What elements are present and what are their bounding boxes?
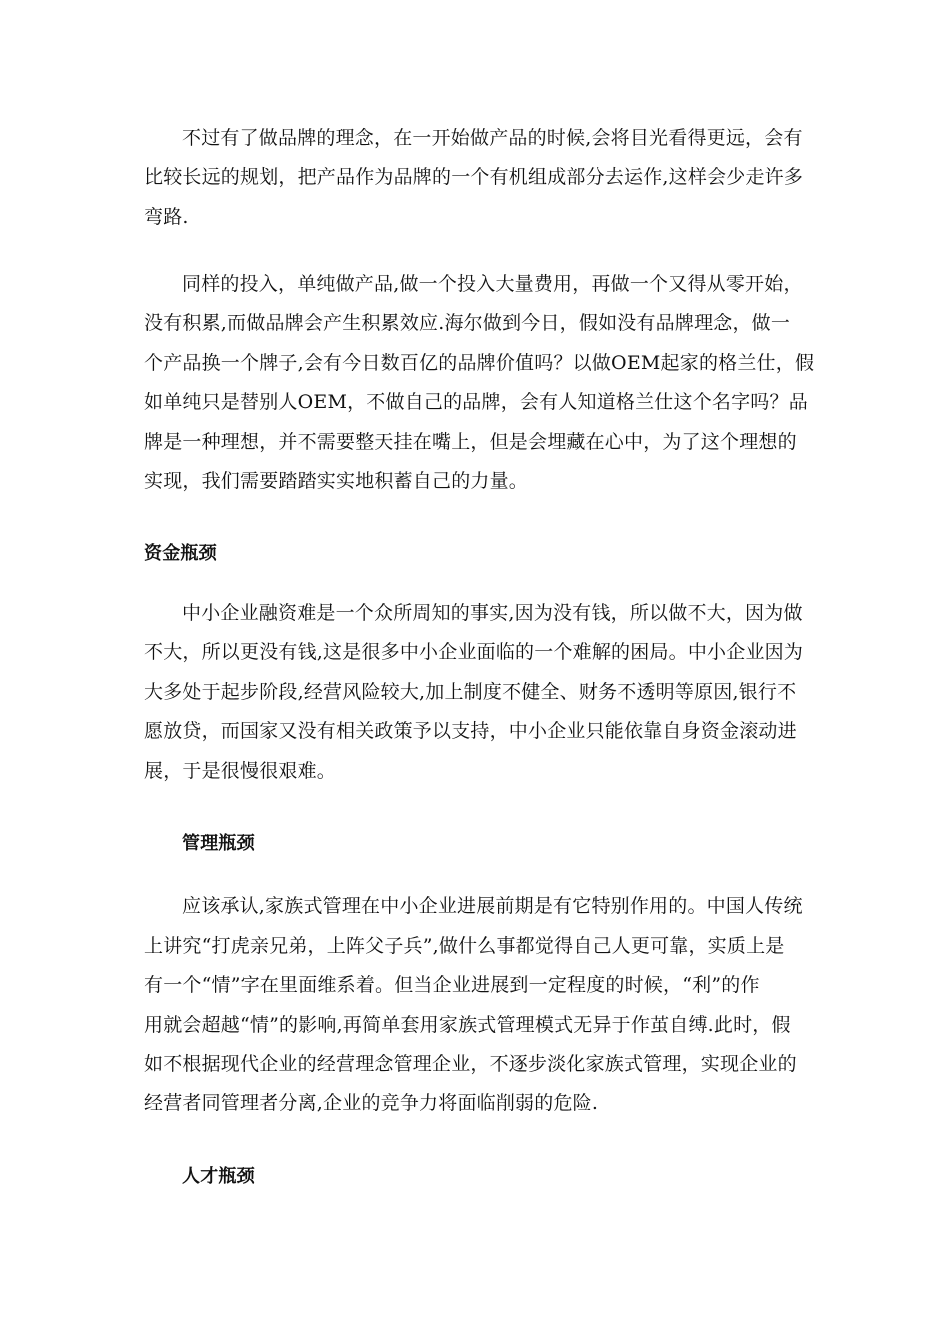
paragraph-1-line-3: 弯路.	[144, 206, 189, 228]
section-heading-management: 管理瓶颈	[182, 833, 255, 854]
paragraph-1-line-2: 比较长远的规划，把产品作为品牌的一个有机组成部分去运作,这样会少走许多	[144, 166, 804, 188]
paragraph-4-line-5: 如不根据现代企业的经营理念管理企业，不逐步淡化家族式管理，实现企业的	[144, 1053, 797, 1075]
paragraph-4-line-6: 经营者同管理者分离,企业的竞争力将面临削弱的危险.	[144, 1092, 599, 1114]
paragraph-4-line-1: 应该承认,家族式管理在中小企业进展前期是有它特别作用的。中国人传统	[182, 895, 803, 917]
paragraph-3-line-5: 展，于是很慢很艰难。	[144, 760, 337, 782]
paragraph-2-line-1: 同样的投入，单纯做产品,做一个投入大量费用，再做一个又得从零开始，	[182, 273, 803, 295]
paragraph-3-line-3: 大多处于起步阶段,经营风险较大,加上制度不健全、财务不透明等原因,银行不	[144, 681, 797, 703]
paragraph-4-line-4: 用就会超越“情”的影响,再简单套用家族式管理模式无异于作茧自缚.此时，假	[144, 1014, 791, 1036]
paragraph-1-line-1: 不过有了做品牌的理念，在一开始做产品的时候,会将目光看得更远，会有	[182, 127, 803, 149]
paragraph-3-line-2: 不大，所以更没有钱,这是很多中小企业面临的一个难解的困局。中小企业因为	[144, 641, 804, 663]
paragraph-4-line-3: 有一个“情”字在里面维系着。但当企业进展到一定程度的时候，“利”的作	[144, 974, 760, 996]
section-heading-funding: 资金瓶颈	[144, 543, 217, 564]
paragraph-3-line-4: 愿放贷，而国家又没有相关政策予以支持，中小企业只能依靠自身资金滚动进	[144, 720, 797, 742]
paragraph-2-line-2: 没有积累,而做品牌会产生积累效应.海尔做到今日，假如没有品牌理念，做一	[144, 312, 791, 334]
paragraph-2-line-6: 实现，我们需要踏踏实实地积蓄自己的力量。	[144, 470, 529, 492]
paragraph-3-line-1: 中小企业融资难是一个众所周知的事实,因为没有钱，所以做不大，因为做	[182, 602, 803, 624]
paragraph-2-line-5: 牌是一种理想，并不需要整天挂在嘴上，但是会埋藏在心中，为了这个理想的	[144, 431, 797, 453]
paragraph-2-line-4: 如单纯只是替别人OEM，不做自己的品牌，会有人知道格兰仕这个名字吗？品	[144, 391, 808, 413]
section-heading-talent: 人才瓶颈	[182, 1166, 255, 1187]
paragraph-4-line-2: 上讲究“打虎亲兄弟，上阵父子兵”,做什么事都觉得自己人更可靠，实质上是	[144, 935, 785, 957]
paragraph-2-line-3: 个产品换一个牌子,会有今日数百亿的品牌价值吗？以做OEM起家的格兰仕，假	[144, 352, 815, 374]
